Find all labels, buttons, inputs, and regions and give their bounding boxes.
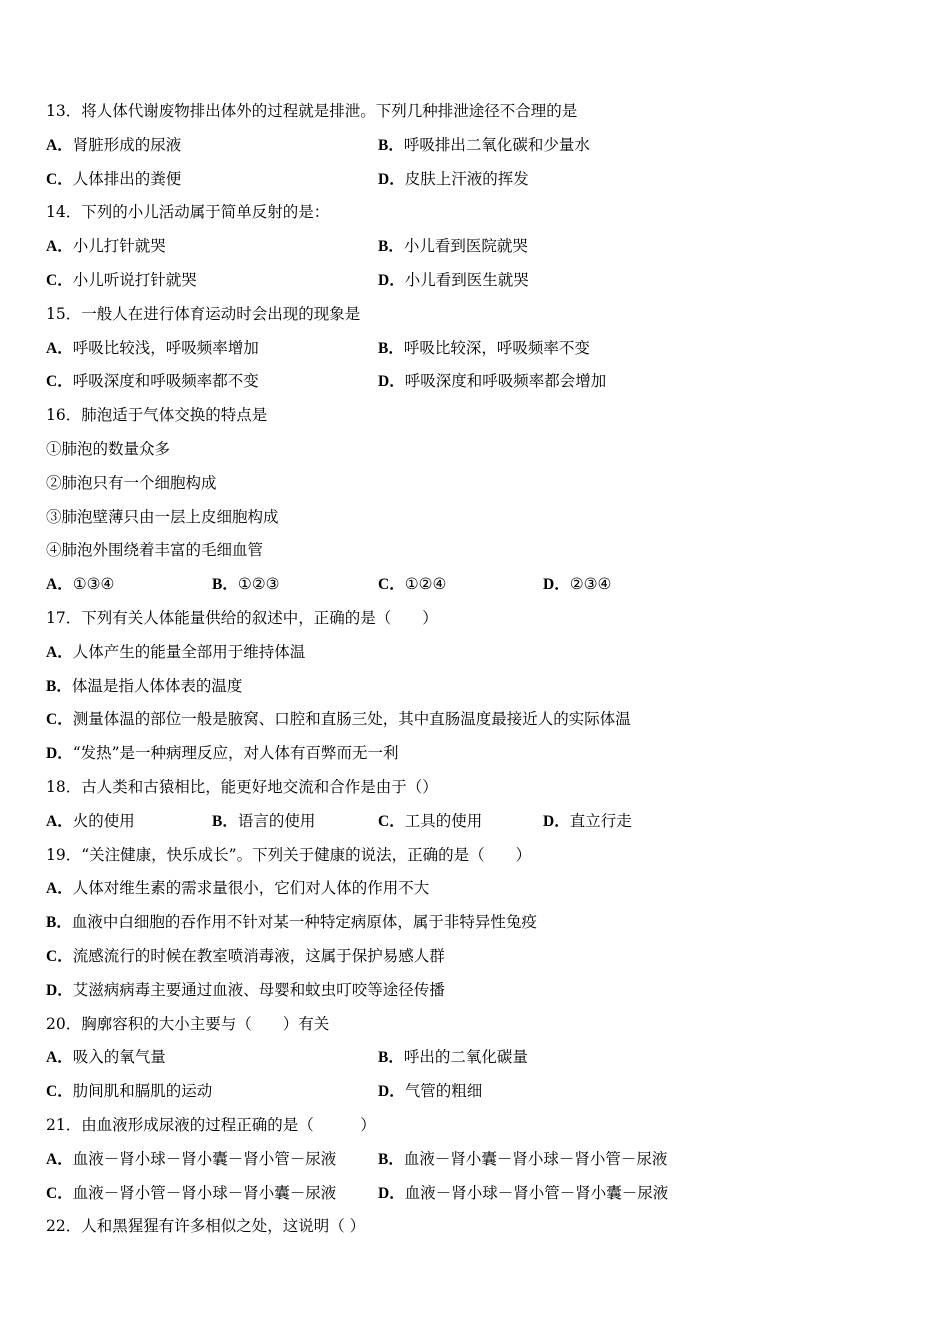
- question-13-options-row-1: [46, 129, 906, 163]
- question-16-options-row: [46, 568, 906, 602]
- question-18-options-row: [46, 805, 906, 839]
- option-d: D．②③④: [543, 575, 612, 594]
- option-b: B．血液中白细胞的吞作用不针对某一种特定病原体，属于非特异性兔疫: [46, 913, 537, 932]
- option-d: D．直立行走: [543, 811, 632, 830]
- question-14-options-row-1: [46, 230, 906, 264]
- option-b: B．呼吸比较深，呼吸频率不变: [378, 338, 590, 357]
- option-b: B．小儿看到医院就哭: [378, 237, 528, 256]
- question-22-stem: 22．人和黑猩猩有许多相似之处，这说明（ ）: [46, 1217, 366, 1236]
- question-21-options-row-1: [46, 1143, 906, 1177]
- option-a: A．血液－肾小球－肾小囊－肾小管－尿液: [46, 1149, 337, 1168]
- question-16-item-3: ③肺泡壁薄只由一层上皮细胞构成: [46, 507, 279, 526]
- option-a: A．①③④: [46, 575, 115, 594]
- question-20-options-row-2: [46, 1075, 906, 1109]
- question-14-stem: 14．下列的小儿活动属于简单反射的是：: [46, 203, 330, 222]
- option-a: A．呼吸比较浅，呼吸频率增加: [46, 338, 259, 357]
- question-16-stem: 16．肺泡适于气体交换的特点是: [46, 406, 268, 425]
- option-b: B．体温是指人体体表的温度: [46, 676, 243, 695]
- question-18-stem: 18．古人类和古猿相比，能更好地交流和合作是由于（）: [46, 777, 438, 796]
- option-a: A．人体产生的能量全部用于维持体温: [46, 642, 306, 661]
- question-13-stem: 13．将人体代谢废物排出体外的过程就是排泄。下列几种排泄途径不合理的是: [46, 102, 578, 120]
- option-a: A．火的使用: [46, 811, 135, 830]
- question-16-item-2: ②肺泡只有一个细胞构成: [46, 473, 217, 492]
- question-13-options-row-2: [46, 163, 906, 197]
- option-a: A．肾脏形成的尿液: [46, 135, 182, 154]
- option-d: D．艾滋病病毒主要通过血液、母婴和蚊虫叮咬等途径传播: [46, 980, 445, 999]
- option-c: C．①②④: [378, 575, 447, 594]
- option-c: C．小儿听说打针就哭: [46, 270, 197, 289]
- option-c: C．呼吸深度和呼吸频率都不变: [46, 372, 259, 391]
- option-d: D．气管的粗细: [378, 1082, 483, 1101]
- option-c: C．血液－肾小管－肾小球－肾小囊－尿液: [46, 1183, 337, 1202]
- option-c: C．测量体温的部位一般是腋窝、口腔和直肠三处，其中直肠温度最接近人的实际体温: [46, 710, 631, 729]
- question-15-options-row-1: [46, 332, 906, 366]
- question-17-stem: 17．下列有关人体能量供给的叙述中，正确的是（ ）: [46, 608, 438, 627]
- option-b: B．血液－肾小囊－肾小球－肾小管－尿液: [378, 1149, 668, 1168]
- option-d: D．血液－肾小球－肾小管－肾小囊－尿液: [378, 1183, 669, 1202]
- option-c: C．流感流行的时候在教室喷消毒液，这属于保护易感人群: [46, 946, 445, 965]
- option-b: B．语言的使用: [212, 811, 316, 830]
- question-14-options-row-2: [46, 264, 906, 298]
- question-16-item-4: ④肺泡外围绕着丰富的毛细血管: [46, 541, 264, 560]
- option-a: A．人体对维生素的需求量很小，它们对人体的作用不大: [46, 879, 430, 898]
- option-a: A．吸入的氧气量: [46, 1048, 166, 1067]
- option-b: B．呼吸排出二氧化碳和少量水: [378, 135, 590, 154]
- question-20-stem: 20．胸廓容积的大小主要与（ ）有关: [46, 1014, 330, 1033]
- option-d: D．“发热”是一种病理反应，对人体有百弊而无一利: [46, 744, 399, 763]
- option-b: B．呼出的二氧化碳量: [378, 1048, 528, 1067]
- option-c: C．人体排出的粪便: [46, 169, 182, 188]
- option-c: C．肋间肌和膈肌的运动: [46, 1082, 213, 1101]
- question-page: [46, 95, 906, 1244]
- question-15-options-row-2: [46, 365, 906, 399]
- option-d: D．呼吸深度和呼吸频率都会增加: [378, 372, 607, 391]
- option-d: D．皮肤上汗液的挥发: [378, 169, 529, 188]
- option-d: D．小儿看到医生就哭: [378, 270, 529, 289]
- option-c: C．工具的使用: [378, 811, 483, 830]
- question-21-options-row-2: [46, 1177, 906, 1211]
- question-16-item-1: ①肺泡的数量众多: [46, 439, 171, 458]
- option-a: A．小儿打针就哭: [46, 237, 166, 256]
- question-20-options-row-1: [46, 1041, 906, 1075]
- question-15-stem: 15．一般人在进行体育运动时会出现的现象是: [46, 304, 361, 323]
- question-21-stem: 21．由血液形成尿液的过程正确的是（ ）: [46, 1115, 376, 1134]
- option-b: B．①②③: [212, 575, 280, 594]
- question-19-stem: 19．“关注健康，快乐成长”。下列关于健康的说法，正确的是（ ）: [46, 845, 532, 864]
